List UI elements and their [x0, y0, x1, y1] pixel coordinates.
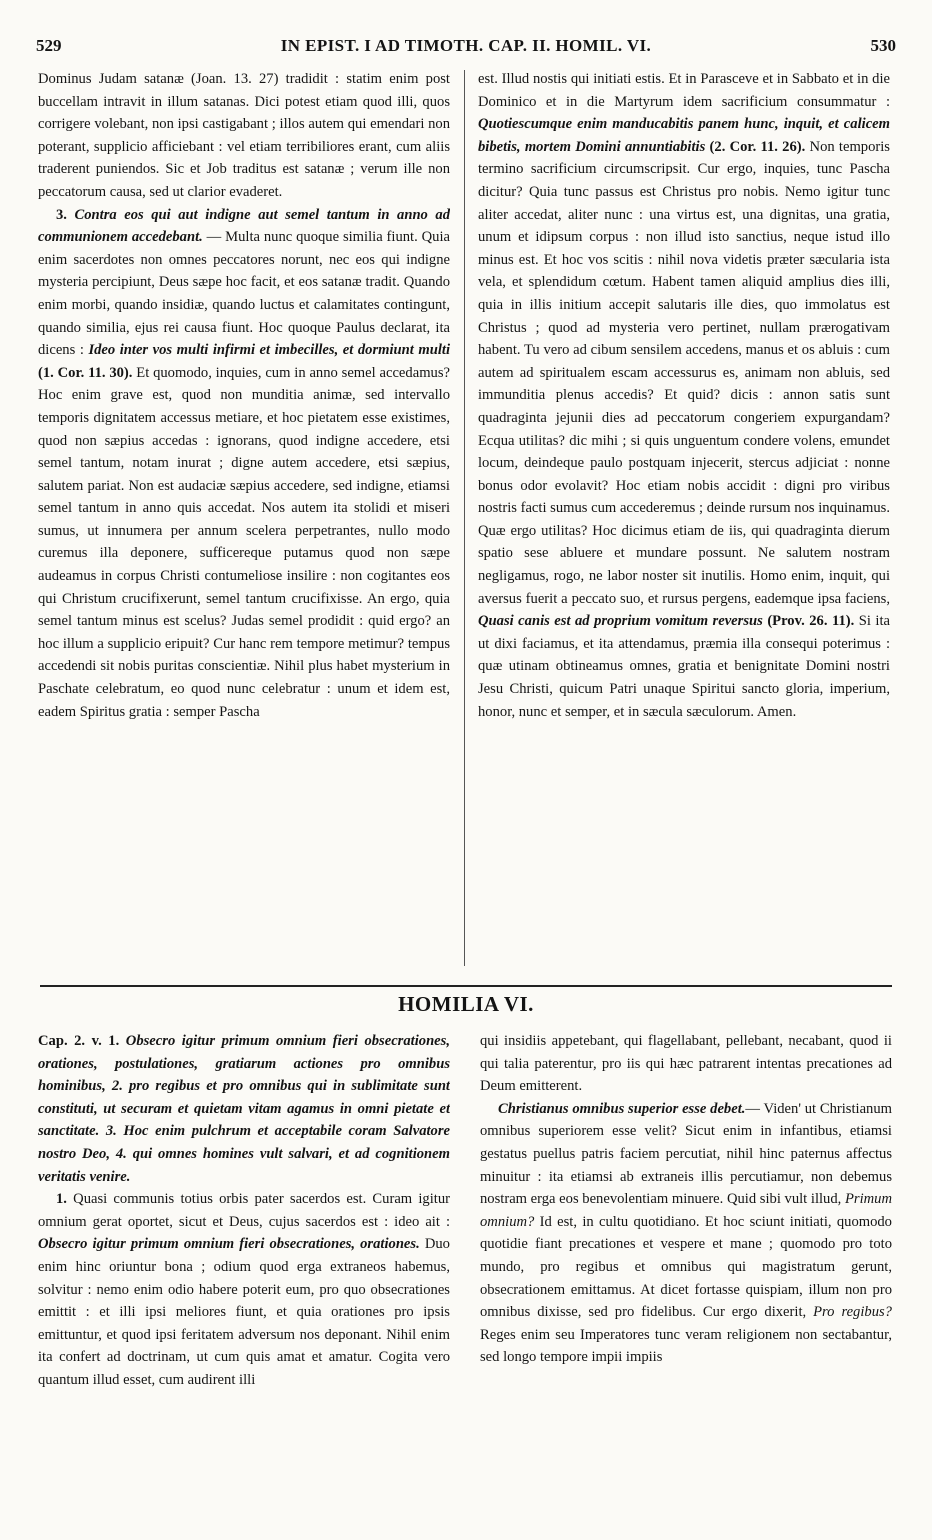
paragraph: [480, 1098, 892, 1369]
section-rule: [40, 985, 892, 987]
page-number-left: 529: [36, 36, 62, 55]
verse-block: [38, 1030, 450, 1188]
column-left-bottom: [38, 1030, 450, 1530]
scripture-reference: (1. Cor. 11. 30).: [38, 364, 133, 381]
scripture-quote: Ideo inter vos multi infirmi et imbecilles, et dormiunt multi: [88, 342, 450, 359]
paragraph-text: Viden' ut Christianum omnibus superiorem esse velit? Sicut enim in infantibus, etiamsi gestatus puellus patris faciem percutiat, nihil hinc paternus affectus minuitur : ita etiamsi ab extraneis illis percutiamur, non debemus nostram erga eos benevolentiam minuere. Quid sibi vult illud,: [480, 1100, 892, 1208]
section-heading: Contra eos qui aut indigne aut semel tantum in anno ad communionem accedebant.: [38, 206, 450, 246]
paragraph: [478, 68, 890, 723]
section-3: [38, 204, 450, 724]
section-dash: —: [202, 229, 226, 246]
paragraph-text: Multa nunc quoque similia fiunt. Quia enim sacerdotes non omnes peccatores norunt, nec eos qui indigne mysteria percipiunt, Deus sæpe hoc facit, et eos satanæ tradit. Quando enim morbi, quando insidiæ, quando luctus et calamitates contingunt, quando similia, ejus rei causa fiunt. Hoc quoque Paulus declarat, ita dicens :: [38, 229, 450, 359]
scripture-quote: Quasi canis est ad proprium vomitum reversus: [478, 613, 763, 630]
paragraph: [38, 68, 450, 204]
paragraph-number: 1.: [56, 1191, 67, 1208]
paragraph-text: Duo enim hinc oriuntur bona ; odium quod erga extraneos habemus, solvitur : nemo enim odio habere poterit eum, pro quo obsecrationes emittit : et illi ipsi meliores fiunt, et quia orationes pro ipsis emittuntur, et quod ipsi feritatem adversum nos deponant. Nihil enim ita confert ad doctrinam, ut cum quis amat et amatur. Cogita vero quantum illud esset, cum audirent illi: [38, 1236, 450, 1388]
scripture-quote: Obsecro igitur primum omnium fieri obsecrationes, orationes.: [38, 1236, 420, 1253]
paragraph-text: Non temporis termino sacrificium circumscripsit. Cur ergo, inquies, tunc Pascha dicitur? Quia tunc passus est Christus pro nobis. Nemo igitur tunc aliter accedat, aliter nunc : una virtus est, una dignitas, una gratia, unum et idipsum corpus : non illud isto sanctius, neque istud illo minus est. Et hoc vos scitis : nihil nova videtis præter sæcularia ista vela, et splendidum cœtum. Habent tamen aliquid amplius dies illi, quia in illis initium accepit salutaris ille dies, quo immolatus est Christus ; quod ad mysteria vero pertinet, nullam prærogativam habent. Tu vero ad cibum sensilem accedens, manus et os abluis : cum autem ad spiritualem escam accessurus es, animam non abluis, sed immunditia plenus accedis? Et quid? dicis : annon satis sunt quadraginta jejunii dies ad peccatorum congeriem expurgandam? Ecqua utilitas? dic mihi ; si quis unguentum condere volens, emundet locum, deindeque paulo postquam injecerit, stercus adjiciat : nonne bonus odor evolavit? Hoc etiam nobis accidit : digni pro viribus nostris facti sumus cum accederemus ; deinde rursum nos inquinamus. Quæ ergo utilitas? Hoc dicimus etiam de iis, qui quadraginta dierum spatio sese abluere et mundare possunt. Ne salutem nostram negligamus, rogo, ne labor noster sit inutilis. Homo enim, inquit, qui aversus fuerit a peccato suo, et rursus pergens, eademque ipsa faciens,: [478, 138, 890, 607]
paragraph-text: qui insidiis appetebant, qui flagellabant, pellebant, necabant, quod ii qui talia paterentur, pro iis qui hæc patrarent intentas precationes ad Deum emitterent.: [480, 1033, 892, 1095]
section-dash: —: [745, 1100, 764, 1117]
scripture-reference: (2. Cor. 11. 26).: [709, 138, 806, 155]
paragraph-text: est. Illud nostis qui initiati estis. Et in Parasceve et in Sabbato et in die Dominico et in die Martyrum idem sacrificium consummatur :: [478, 71, 890, 110]
paragraph-text: Dominus Judam satanæ (Joan. 13. 27) tradidit : statim enim post buccellam intravit in illum satanas. Dici potest etiam quod illi, quos corrigere volebant, non ipsi castigabant ; illos autem qui emendari non poterant, supplicio afficiebant : vel etiam terribiliores erant, cum aliis traderent puniendos. Sic et Job traditus est satanæ ; verum ille non peccatorum causa, sed ut clarior evaderet.: [38, 71, 450, 200]
scripture-reference: (Prov. 26. 11).: [767, 613, 855, 630]
section-number: 3.: [56, 206, 67, 223]
paragraph: [38, 1188, 450, 1391]
paragraph-text: Id est, in cultu quotidiano. Et hoc sciunt initiati, quomodo quotidie fiant precationes et vespere et mane ; quomodo pro toto mundo, pro regibus et omnibus qui magistratum gerunt, obsecrationem emittamus. At dicet fortasse quispiam, illum non pro omnibus dixisse, sed pro fidelibus. Cur ergo dixerit,: [480, 1213, 892, 1321]
page-number-right: 530: [870, 36, 896, 55]
section-heading: Christianus omnibus superior esse debet.: [498, 1100, 746, 1117]
paragraph-text: Reges enim seu Imperatores tunc veram religionem non sectabantur, sed longo tempore impii impiis: [480, 1326, 892, 1366]
scripture-verse: Obsecro igitur primum omnium fieri obsecrationes, orationes, postulationes, gratiarum actiones pro omnibus hominibus, 2. pro regibus et pro omnibus qui in sublimitate sunt constituti, ut securam et quietam vitam agamus in omni pietate et sanctitate. 3. Hoc enim pulchrum et acceptabile coram Salvatore nostro Deo, 4. qui omnes homines vult salvari, et ad cognitionem veritatis venire.: [38, 1033, 450, 1185]
column-divider: [464, 70, 465, 966]
running-header: [36, 36, 896, 62]
paragraph: [480, 1030, 892, 1098]
paragraph-text: Si ita ut dixi faciamus, et ita attendamus, præmia illa consequi poterimus : quæ utinam obtineamus omnes, gratia et benignitate Domini nostri Jesu Christi, quicum Patri unaque Spiritui sancto gloria, imperium, honor, nunc et semper, et in sæcula sæculorum. Amen.: [478, 613, 890, 720]
running-title: IN EPIST. I AD TIMOTH. CAP. II. HOMIL. VI.: [280, 36, 652, 55]
column-left-top: [38, 68, 450, 970]
column-right-top: [478, 68, 890, 970]
scripture-quote: Pro regibus?: [813, 1304, 892, 1321]
column-right-bottom: [480, 1030, 892, 1530]
scripture-quote: Quotiescumque enim manducabitis panem hunc, inquit, et calicem bibetis, mortem Domini annuntiabitis: [478, 116, 890, 155]
scripture-quote: Primum omnium?: [480, 1191, 892, 1230]
homily-title: HOMILIA VI.: [398, 992, 534, 1016]
chapter-verse: Cap. 2. v. 1.: [38, 1033, 120, 1049]
paragraph-text: Quasi communis totius orbis pater sacerdos est. Curam igitur omnium gerat oportet, sicut et Deus, cujus sacerdos est : ideo ait :: [38, 1191, 450, 1230]
paragraph-text: Et quomodo, inquies, cum in anno semel accedamus? Hoc enim grave est, quod non munditia animæ, sed intervallo temporis dignitatem accessus metiare, et hoc pietatem esse existimes, quod non sæpius accedas : ignorans, quod indigne accedere, etsi semel tantum, notam inurat ; digne autem accedere, etsi sæpius, salutem pariat. Non est audaciæ sæpius accedere, sed indigne, etiamsi semel tantum in anno quis accedat. Nos autem ita stolidi et miseri sumus, ut innumera per annum scelera perpetrantes, nullo modo curemus illa deponere, sufficereque putamus quod non sæpe audeamus in corpus Christi contumeliose insilire : non cogitantes eos qui Christum crucifixerunt, semel tantum crucifixisse. An ergo, quia semel tantum minus est scelus? Judas semel prodidit : quid ergo? an hoc illum a supplicio eripuit? Cur hanc rem tempore metimur? tempus accedendi sit nobis puritas conscientiæ. Nihil plus habet mysterium in Paschate celebratum, eo quod nunc celebratur : unum et idem est, eadem Spiritus gratia : semper Pascha: [38, 364, 450, 720]
